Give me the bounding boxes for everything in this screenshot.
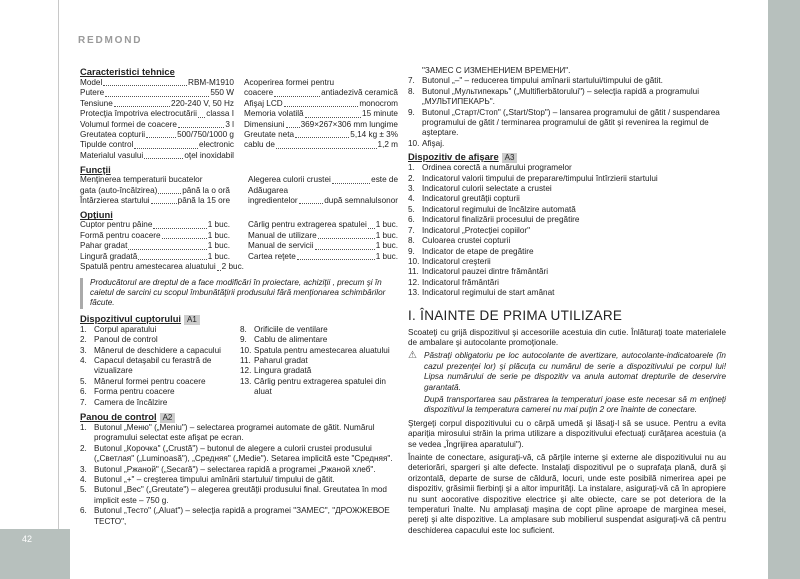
functions-block <box>80 175 398 206</box>
display-item: 9. Indicator de etape de pregătire <box>408 246 534 256</box>
spec-row: Model RBM-M1910 <box>80 78 234 87</box>
display-item: 8. Culoarea crustei copturii <box>408 236 511 246</box>
spec-line: Acoperirea formei pentru <box>244 78 335 87</box>
spec-row: Spatulă pentru amestecarea aluatului 2 buc. <box>80 262 244 272</box>
options-heading: Opţiuni <box>80 209 113 221</box>
spec-row: Formă pentru coacere 1 buc. <box>80 230 230 240</box>
right-sidebar-band <box>768 0 800 579</box>
tech-specs-heading: Caracteristici tehnice <box>80 66 175 77</box>
spec-row: Dimensiuni 369×267×306 mm lungime <box>244 119 398 129</box>
spec-row: Cuptor pentru pâine 1 buc. <box>80 220 230 230</box>
part-item: 8. Orificiile de ventilare <box>240 324 328 334</box>
display-item: 3. Indicatorul culorii selectate a crustei <box>408 184 552 194</box>
right-column <box>408 66 726 539</box>
spec-row: Cartea reţete 1 buc. <box>248 251 398 261</box>
func-row: Alegerea culorii crustei este de <box>248 175 398 185</box>
options-block <box>80 220 398 272</box>
functions-heading: Funcţii <box>80 164 111 176</box>
spec-row: cablu de 1,2 m <box>244 140 398 150</box>
paragraph: Ştergeţi corpul dispozitivului cu o cârpă umedă şi lăsaţi-l să se usuce. Pentru a evita apariţia mirosului străin la prima utilizare a dispozitivului efectuaţi curăţarea acestuia (a se vedea „Îngrijirea aparatului"). <box>408 418 726 449</box>
display-item: 11. Indicatorul pauzei dintre frământări <box>408 267 549 277</box>
spec-row: Tensiune 220-240 V, 50 Hz <box>80 98 234 108</box>
part-item: 12. Lingura gradată <box>240 366 312 376</box>
spec-row: Greutatea copturii 500/750/1000 g <box>80 130 234 140</box>
part-item: 4. Capacul detaşabil cu ferastră de vizualizare <box>80 355 212 376</box>
parts-list <box>80 325 398 408</box>
display-item: 7. Indicatorul „Protecţiei copiilor" <box>408 225 531 235</box>
display-item: 1. Ordinea corectă a numărului programelor <box>408 163 572 173</box>
display-item: 2. Indicatorul valorii timpului de preparare/timpului întîrzierii startului <box>408 173 658 183</box>
display-item: 4. Indicatorul greutăţii copturii <box>408 194 520 204</box>
spec-row: Manual de utilizare 1 buc. <box>248 230 398 240</box>
spec-row: Volumul formei de coacere 3 l <box>80 119 234 129</box>
spec-row: Greutate neta 5,14 kg ± 3% <box>244 130 398 140</box>
left-margin-rule <box>58 0 59 529</box>
control-item: 4. Butonul „+" – creşterea timpului amînării startului/ timpului de gătit. <box>80 475 335 484</box>
warning-icon: ⚠ <box>408 350 417 362</box>
control-item: 7. Butonul „–" – reducerea timpului amînarii startului/timpului de gătit. <box>408 76 663 86</box>
paragraph: Scoateţi cu grijă dispozitivul şi accesoriile acestuia din cutie. Înlăturaţi toate materialele de ambalare şi autocolante promoţionale. <box>408 327 726 347</box>
display-item: 10. Indicatorul creşterii <box>408 256 491 266</box>
part-item: 13. Cârlig pentru extragerea spatulei din aluat <box>240 376 386 397</box>
continued-text: "ЗАМЕС С ИЗМЕНЕНИЕМ ВРЕМЕНИ". <box>422 66 571 75</box>
display-item: 13. Indicatorul regimului de start amânat <box>408 288 555 298</box>
part-item: 2. Panoul de control <box>80 335 158 345</box>
page-number-box <box>0 529 70 579</box>
parts-heading: Dispozitivul cuptorului A1 <box>80 313 398 325</box>
spec-row: Tipulde control electronic <box>80 140 234 150</box>
control-item: 8. Butonul „Мультипекарь" („Multifierbătorului") – selecţia rapidă a programului „МУЛЬТИПЕКАРЬ". <box>408 86 700 107</box>
tech-specs-table <box>80 78 398 161</box>
manufacturer-note: Producătorul are dreptul de a face modificări în proiectare, achiziţii , precum şi în caietul de sarcini cu scopul îmbunătăţirii produsului fără menţionarea schimbărilor făcute. <box>80 278 398 309</box>
figure-tag: A3 <box>502 153 518 163</box>
display-list <box>408 163 726 298</box>
func-row: ingredientelor după semnalulsonor <box>248 196 398 206</box>
spec-row: coacere antiadezivă ceramică <box>244 88 398 98</box>
part-item: 10. Spatula pentru amestecarea aluatului <box>240 345 390 355</box>
part-item: 7. Camera de încălzire <box>80 397 168 407</box>
page-number: 42 <box>22 534 33 544</box>
control-item: 5. Butonul „Вес" („Greutate") – alegerea greutăţii produsului final. Greutatea în mod implicit este – 750 g. <box>80 485 387 505</box>
func-row: gata (auto-încălzirea) până la o oră <box>80 185 230 195</box>
control-item: 1. Butonul „Меню" („Meniu") – selectarea programei automate de gătit. Numărul programului selectat este afişat pe ecran. <box>80 422 375 443</box>
part-item: 6. Forma pentru coacere <box>80 387 175 397</box>
display-item: 12. Indicatorul frământări <box>408 277 499 287</box>
control-item: 10. Afişaj. <box>408 138 445 148</box>
part-item: 3. Mânerul de deschidere a capacului <box>80 345 221 355</box>
func-line: Menţinerea temperaturii bucatelor <box>80 175 203 185</box>
spec-row: Manual de servicii 1 buc. <box>248 241 398 251</box>
spec-row: Afişaj LCD monocrom <box>244 98 398 108</box>
display-item: 6. Indicatorul finalizării procesului de pregătire <box>408 215 580 225</box>
spec-row: Cârlig pentru extragerea spatulei 1 buc. <box>248 220 398 230</box>
part-item: 1. Corpul aparatului <box>80 324 157 334</box>
control-item: 9. Butonul „Старт/Стоп" („Start/Stop") – lansarea programului de gătit / suspendarea programului de gătit / terminarea programului de gătit şi revenirea la regimul de aşteptare. <box>408 107 720 138</box>
control-item: 2. Butonul „Корочка" („Crustă") – butonul de alegere a culorii crustei produsului („Светлая" („Luminoasă"), „Средняя" („Medie"). Setarea implicită este "Средняя". <box>80 443 393 464</box>
func-row: Întârzierea startului până la 15 ore <box>80 196 230 206</box>
control-panel-list-continued <box>408 76 726 149</box>
spec-row: Materialul vasului oţel inoxidabil <box>80 150 234 160</box>
figure-tag: A2 <box>160 413 176 423</box>
spec-row: Memoria volatilă 15 minute <box>244 109 398 119</box>
specs-col-b <box>244 78 398 161</box>
brand-logo: REDMOND <box>78 35 143 46</box>
display-item: 5. Indicatorul regimului de încălzire automată <box>408 204 576 214</box>
spec-row: Putere 550 W <box>80 88 234 98</box>
warning-note: ⚠ Păstraţi obligatoriu pe loc autocolante de avertizare, autocolante-indicatoarele (în cazul prezenţei lor) şi plăcuţa cu numărul de serie a dispozitivului pe corpul lui! Lipsa numărului de serie pe dispozitiv va anula automat drepturile de deservire garantată. După transportarea sau păstrarea la temperaturi joase este necesar să m enţineţi dispozitivul la temperatura camerei nu mai puţin 2 ore înainte de conectare. <box>408 350 726 415</box>
part-item: 5. Mânerul formei pentru coacere <box>80 376 206 386</box>
control-panel-list <box>80 423 398 527</box>
display-heading: Dispozitiv de afişare A3 <box>408 151 726 163</box>
spec-row: Pahar gradat 1 buc. <box>80 241 230 251</box>
spec-row: Lingură gradată 1 buc. <box>80 251 230 261</box>
control-item: 6. Butonul „Тесто" („Aluat") – selecţia rapidă a programei "ЗАМЕС", "ДРОЖЖЕВОЕ ТЕСТО", <box>80 506 390 526</box>
part-item: 9. Cablu de alimentare <box>240 335 328 345</box>
control-panel-heading: Panou de control A2 <box>80 411 398 423</box>
section-heading: I. ÎNAINTE DE PRIMA UTILIZARE <box>408 307 623 323</box>
left-column <box>80 66 398 527</box>
func-line: Adăugarea <box>248 185 289 195</box>
control-item: 3. Butonul „Ржаной" („Secară") – selectarea rapidă a programei „Ржаной хлеб". <box>80 464 376 474</box>
paragraph: Înainte de conectare, asiguraţi-vă, că părţile interne şi externe ale dispozitivului nu au deteriorări, spargeri şi alte defecte. Instalaţi dispozitivul pe o suprafaţa plană, dură şi orizontală, departe de surse de căldură, locuri, unde este posibilă nimerirea apei pe dispozitiv, grăsimii fierbinţi şi a altor impurităţi. La instalare, asiguraţi-vă că în apropiere nu sunt aocorative dispozitive electrice şi alte obiecte, care se pot deteriora de la temperaturi înalte. Nu amplasaţi maşina de copt pîine aproape de marginea mesei, pereţi şi alte dispozitive. La amplasare sub mobilierul suspendat asiguraţi-vă că pentru deschiderea capacului este loc suficient. <box>408 453 726 535</box>
spec-row: Protecţia împotriva electrocutării classa I <box>80 109 234 119</box>
figure-tag: A1 <box>184 315 200 325</box>
specs-col-a <box>80 78 234 161</box>
part-item: 11. Paharul gradat <box>240 355 308 365</box>
